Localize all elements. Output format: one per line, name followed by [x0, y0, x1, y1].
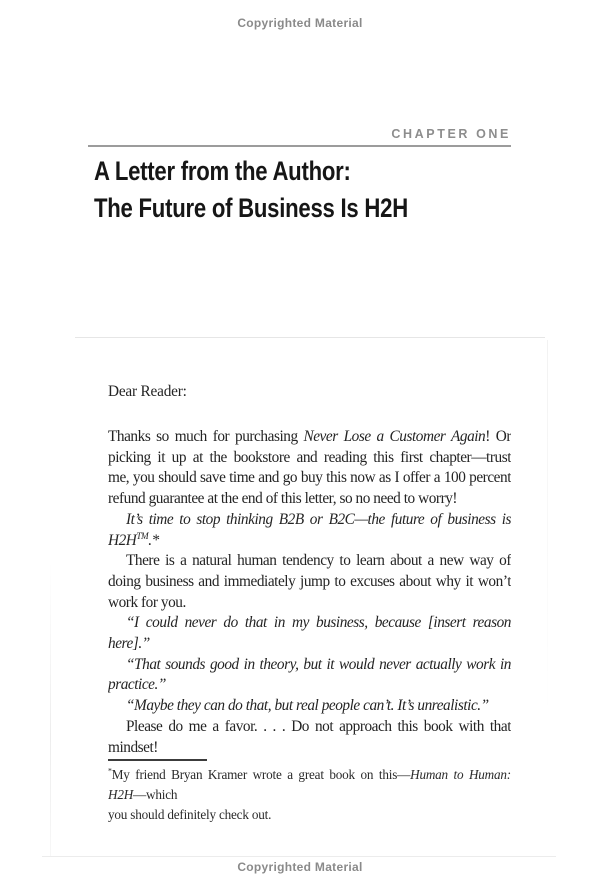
chapter-title	[94, 153, 408, 227]
text-line: Thanks so much for purchasing Never Lose a Customer Again! Or	[108, 428, 511, 445]
text-line: It’s time to stop thinking B2B or B2C—the future of business is	[126, 510, 511, 528]
chapter-rule	[88, 145, 511, 147]
page-scan-top-edge	[75, 337, 545, 338]
text-line: picking it up at the bookstore and reading this first chapter—trust	[108, 448, 511, 466]
text-line: *My friend Bryan Kramer wrote a great book on this—Human to Human: H2H—which	[108, 766, 511, 802]
text-line: “That sounds good in theory, but it would never actually work in	[126, 655, 511, 673]
text-line: “I could never do that in my business, because [insert reason here].”	[108, 614, 511, 653]
text-line: me, you should save time and go buy this now as I offer a 100 percent	[108, 469, 511, 487]
text-line: mindset!	[108, 738, 158, 756]
text-line: practice.”	[108, 676, 166, 694]
text-line: you should definitely check out.	[108, 807, 272, 822]
text-line: H2H™.*	[108, 530, 159, 549]
chapter-label: CHAPTER ONE	[391, 127, 511, 141]
page-scan-bottom-edge	[42, 856, 556, 857]
text-line: There is a natural human tendency to learn about a new way of	[126, 552, 511, 570]
footnote-text	[108, 765, 511, 825]
chapter-title-line1: A Letter from the Author:	[94, 156, 351, 186]
text-line: refund guarantee at the end of this letter, so no need to worry!	[108, 490, 458, 508]
text-line: Please do me a favor. . . . Do not approach this book with that	[126, 717, 511, 735]
chapter-title-line2: The Future of Business Is H2H	[94, 193, 408, 223]
text-line: “Maybe they can do that, but real people can’t. It’s unrealistic.”	[126, 697, 489, 715]
salutation: Dear Reader:	[108, 383, 187, 400]
text-line: work for you.	[108, 593, 186, 611]
text-line: doing business and immediately jump to excuses about why it won’t	[108, 572, 511, 590]
footnote-rule	[108, 759, 207, 761]
page-scan-left-edge	[50, 560, 51, 856]
body-text	[108, 427, 511, 758]
page-scan-right-edge	[547, 340, 548, 720]
copyright-notice-top: Copyrighted Material	[237, 16, 363, 30]
copyright-notice-bottom: Copyrighted Material	[237, 860, 363, 874]
